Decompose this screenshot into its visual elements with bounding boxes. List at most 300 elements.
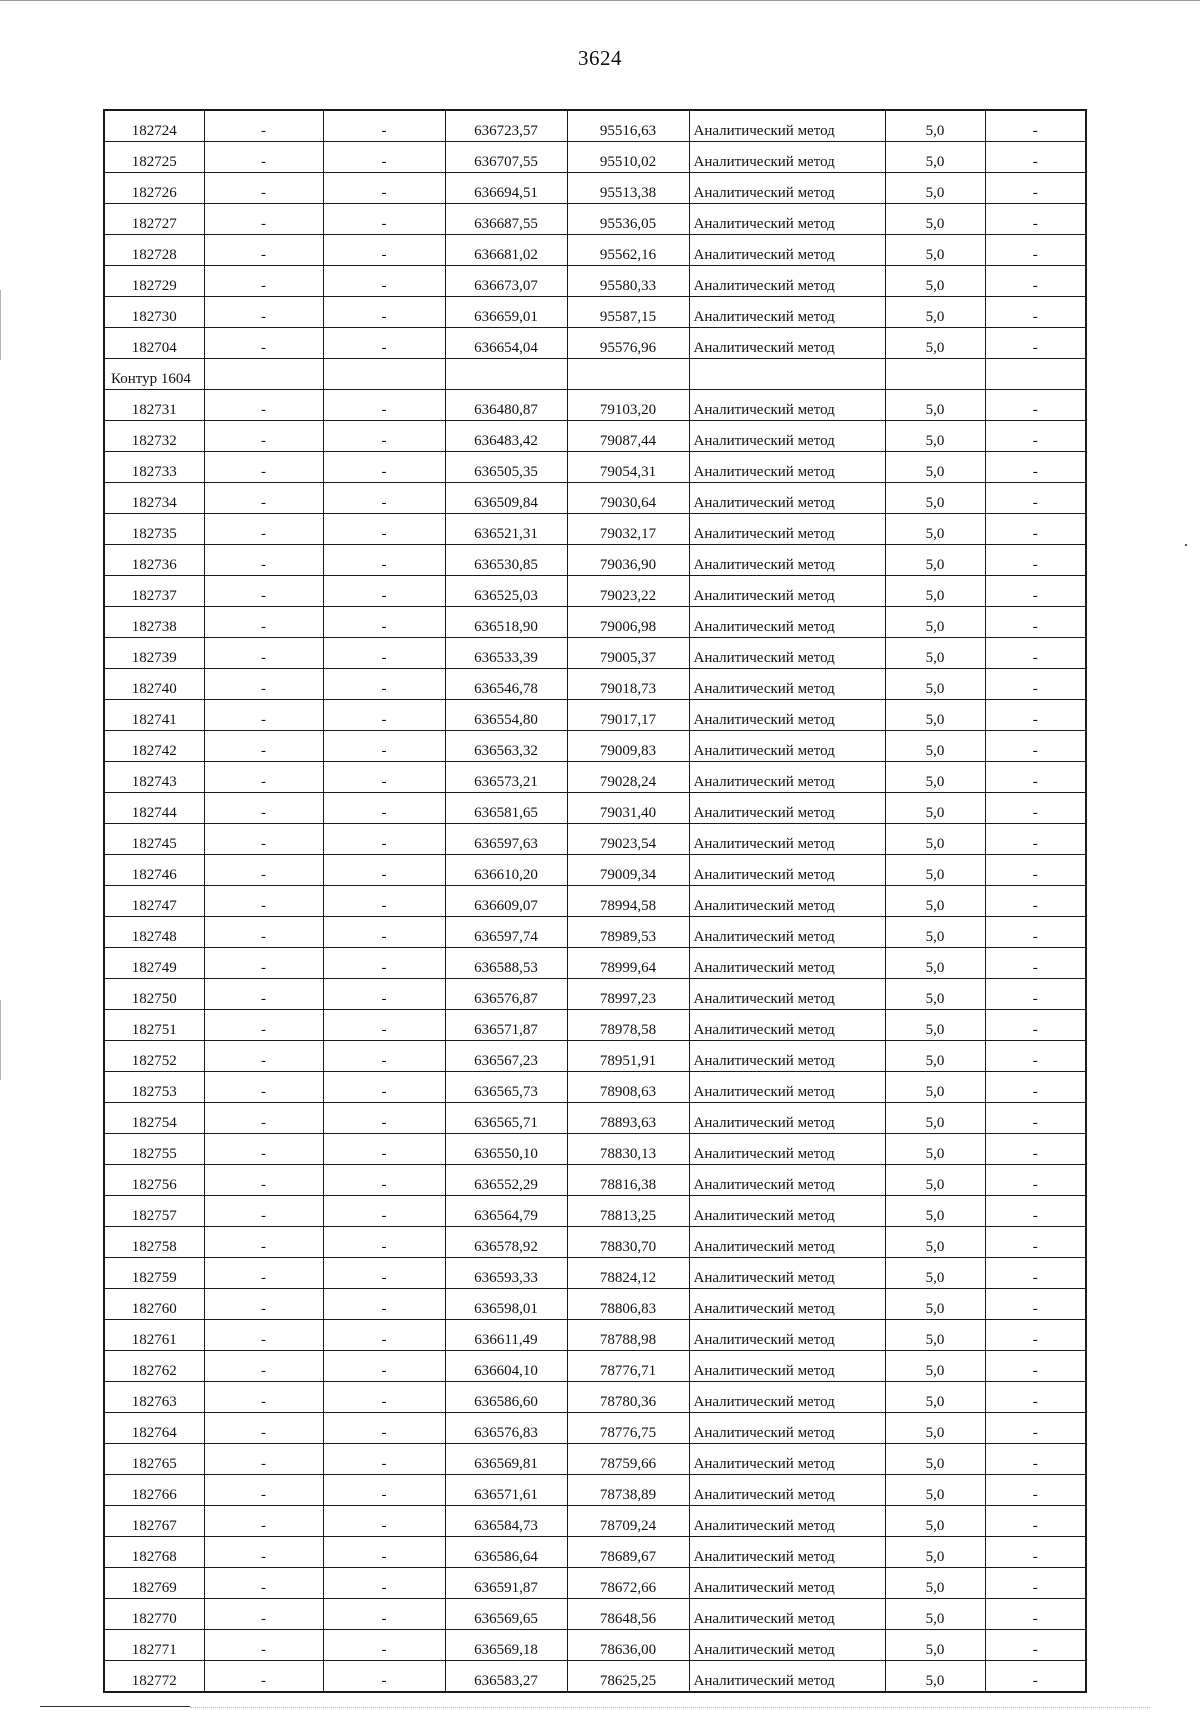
cell-dash: - — [323, 824, 445, 855]
cell-dash: - — [323, 110, 445, 142]
cell-dash: - — [323, 793, 445, 824]
method-cell: Аналитический метод — [689, 1134, 885, 1165]
precision-cell: 5,0 — [885, 1010, 985, 1041]
cell-dash: - — [204, 1661, 323, 1693]
precision-cell: 5,0 — [885, 1444, 985, 1475]
coordinate-x: 636569,81 — [445, 1444, 567, 1475]
table-row — [104, 886, 1086, 917]
cell-dash: - — [323, 979, 445, 1010]
coordinate-x: 636591,87 — [445, 1568, 567, 1599]
cell-dash: - — [323, 1258, 445, 1289]
coordinate-y: 79028,24 — [567, 762, 689, 793]
cell-dash: - — [323, 545, 445, 576]
cell-dash: - — [985, 886, 1086, 917]
precision-cell: 5,0 — [885, 1599, 985, 1630]
coordinate-x: 636604,10 — [445, 1351, 567, 1382]
cell-dash: - — [323, 452, 445, 483]
cell-dash: - — [323, 1010, 445, 1041]
table-row — [104, 793, 1086, 824]
method-cell: Аналитический метод — [689, 1351, 885, 1382]
cell-dash: - — [204, 1041, 323, 1072]
method-cell: Аналитический метод — [689, 297, 885, 328]
coordinate-y: 95516,63 — [567, 110, 689, 142]
point-number: 182770 — [104, 1599, 204, 1630]
cell-dash: - — [204, 824, 323, 855]
table-row — [104, 1599, 1086, 1630]
cell-dash: - — [204, 1475, 323, 1506]
coordinate-x: 636707,55 — [445, 142, 567, 173]
coordinate-y: 78997,23 — [567, 979, 689, 1010]
cell-dash: - — [323, 1413, 445, 1444]
method-cell: Аналитический метод — [689, 762, 885, 793]
precision-cell — [885, 359, 985, 390]
table-row — [104, 917, 1086, 948]
point-number: 182759 — [104, 1258, 204, 1289]
coordinate-y: 78978,58 — [567, 1010, 689, 1041]
table-row — [104, 514, 1086, 545]
point-number: 182725 — [104, 142, 204, 173]
cell-dash: - — [204, 1258, 323, 1289]
coordinate-x: 636673,07 — [445, 266, 567, 297]
method-cell: Аналитический метод — [689, 1289, 885, 1320]
cell-dash: - — [204, 1289, 323, 1320]
cell-dash: - — [323, 1630, 445, 1661]
coordinate-x: 636586,60 — [445, 1382, 567, 1413]
cell-dash: - — [985, 1413, 1086, 1444]
contour-header-row — [104, 359, 1086, 390]
precision-cell: 5,0 — [885, 1258, 985, 1289]
cell-dash: - — [204, 700, 323, 731]
coordinate-y: 78689,67 — [567, 1537, 689, 1568]
cell-dash: - — [985, 1537, 1086, 1568]
coordinate-y: 78989,53 — [567, 917, 689, 948]
coordinate-y: 95576,96 — [567, 328, 689, 359]
precision-cell: 5,0 — [885, 1196, 985, 1227]
table-row — [104, 1413, 1086, 1444]
table-row — [104, 638, 1086, 669]
coordinate-x: 636654,04 — [445, 328, 567, 359]
coordinate-x: 636576,83 — [445, 1413, 567, 1444]
coordinate-y: 78824,12 — [567, 1258, 689, 1289]
cell-dash: - — [204, 110, 323, 142]
table-row — [104, 266, 1086, 297]
cell-dash: - — [985, 1041, 1086, 1072]
method-cell: Аналитический метод — [689, 235, 885, 266]
point-number: 182743 — [104, 762, 204, 793]
method-cell: Аналитический метод — [689, 1506, 885, 1537]
point-number: 182763 — [104, 1382, 204, 1413]
cell-dash: - — [204, 545, 323, 576]
cell-dash: - — [323, 1072, 445, 1103]
cell-dash: - — [204, 421, 323, 452]
point-number: 182728 — [104, 235, 204, 266]
coordinate-y: 79017,17 — [567, 700, 689, 731]
method-cell: Аналитический метод — [689, 173, 885, 204]
coordinate-x: 636598,01 — [445, 1289, 567, 1320]
coordinate-y: 79018,73 — [567, 669, 689, 700]
coordinate-y: 95587,15 — [567, 297, 689, 328]
coordinate-x: 636564,79 — [445, 1196, 567, 1227]
coordinate-x: 636581,65 — [445, 793, 567, 824]
coordinate-x: 636584,73 — [445, 1506, 567, 1537]
coordinate-y: 78780,36 — [567, 1382, 689, 1413]
cell-dash: - — [323, 1196, 445, 1227]
coordinate-x: 636525,03 — [445, 576, 567, 607]
method-cell: Аналитический метод — [689, 576, 885, 607]
coordinate-y: 79023,54 — [567, 824, 689, 855]
cell-dash: - — [985, 110, 1086, 142]
precision-cell: 5,0 — [885, 1289, 985, 1320]
precision-cell: 5,0 — [885, 1320, 985, 1351]
cell-dash: - — [323, 1103, 445, 1134]
table-row — [104, 297, 1086, 328]
coordinate-y: 78636,00 — [567, 1630, 689, 1661]
coordinate-y: 79005,37 — [567, 638, 689, 669]
point-number: 182736 — [104, 545, 204, 576]
coordinate-y: 79023,22 — [567, 576, 689, 607]
table-row — [104, 452, 1086, 483]
cell-dash: - — [323, 855, 445, 886]
table-row — [104, 235, 1086, 266]
coordinate-x: 636573,21 — [445, 762, 567, 793]
cell-dash: - — [323, 576, 445, 607]
cell-dash: - — [323, 917, 445, 948]
method-cell: Аналитический метод — [689, 1382, 885, 1413]
point-number: 182756 — [104, 1165, 204, 1196]
point-number: 182739 — [104, 638, 204, 669]
cell-dash: - — [204, 235, 323, 266]
coordinate-x: 636571,61 — [445, 1475, 567, 1506]
point-number: 182730 — [104, 297, 204, 328]
point-number: 182761 — [104, 1320, 204, 1351]
coordinates-table — [103, 109, 1087, 1693]
method-cell: Аналитический метод — [689, 266, 885, 297]
cell-dash: - — [985, 607, 1086, 638]
method-cell: Аналитический метод — [689, 514, 885, 545]
scan-edge-mark — [0, 1000, 1, 1080]
cell-dash: - — [985, 1196, 1086, 1227]
precision-cell: 5,0 — [885, 1506, 985, 1537]
coordinate-x: 636554,80 — [445, 700, 567, 731]
table-row — [104, 1661, 1086, 1693]
cell-dash: - — [204, 1351, 323, 1382]
method-cell: Аналитический метод — [689, 700, 885, 731]
coordinate-y: 78759,66 — [567, 1444, 689, 1475]
coordinate-x: 636533,39 — [445, 638, 567, 669]
cell-dash: - — [985, 421, 1086, 452]
cell-dash: - — [204, 1320, 323, 1351]
cell-dash: - — [985, 390, 1086, 421]
cell-dash: - — [985, 328, 1086, 359]
cell-dash: - — [323, 1134, 445, 1165]
coordinate-x: 636681,02 — [445, 235, 567, 266]
cell-dash: - — [985, 1475, 1086, 1506]
coordinate-y: 78788,98 — [567, 1320, 689, 1351]
cell-dash: - — [985, 669, 1086, 700]
method-cell: Аналитический метод — [689, 1475, 885, 1506]
method-cell: Аналитический метод — [689, 390, 885, 421]
coordinate-y: 78908,63 — [567, 1072, 689, 1103]
cell-dash: - — [985, 545, 1086, 576]
precision-cell: 5,0 — [885, 1103, 985, 1134]
coordinate-x: 636569,18 — [445, 1630, 567, 1661]
cell-dash: - — [985, 1289, 1086, 1320]
table-row — [104, 1444, 1086, 1475]
point-number: 182746 — [104, 855, 204, 886]
cell-dash: - — [204, 1506, 323, 1537]
coordinate-x: 636597,63 — [445, 824, 567, 855]
point-number: 182735 — [104, 514, 204, 545]
method-cell: Аналитический метод — [689, 1165, 885, 1196]
coordinate-y: 79030,64 — [567, 483, 689, 514]
method-cell: Аналитический метод — [689, 793, 885, 824]
coordinate-y: 78776,75 — [567, 1413, 689, 1444]
coordinate-x: 636550,10 — [445, 1134, 567, 1165]
point-number: 182747 — [104, 886, 204, 917]
table-row — [104, 607, 1086, 638]
precision-cell: 5,0 — [885, 576, 985, 607]
method-cell: Аналитический метод — [689, 1568, 885, 1599]
table-row — [104, 173, 1086, 204]
method-cell: Аналитический метод — [689, 1413, 885, 1444]
point-number: 182764 — [104, 1413, 204, 1444]
point-number: 182724 — [104, 110, 204, 142]
coordinate-y: 79009,34 — [567, 855, 689, 886]
cell-dash: - — [985, 297, 1086, 328]
point-number: 182771 — [104, 1630, 204, 1661]
point-number: 182765 — [104, 1444, 204, 1475]
cell-dash: - — [204, 1010, 323, 1041]
method-cell: Аналитический метод — [689, 1227, 885, 1258]
cell-dash: - — [204, 1196, 323, 1227]
page-number: 3624 — [578, 46, 622, 70]
point-number: 182744 — [104, 793, 204, 824]
cell-dash: - — [985, 1599, 1086, 1630]
point-number: 182750 — [104, 979, 204, 1010]
table-row — [104, 1506, 1086, 1537]
cell-dash: - — [323, 1041, 445, 1072]
point-number: 182762 — [104, 1351, 204, 1382]
cell-dash: - — [204, 576, 323, 607]
point-number: 182745 — [104, 824, 204, 855]
coordinate-x: 636576,87 — [445, 979, 567, 1010]
cell-dash: - — [204, 1382, 323, 1413]
coordinate-y: 78709,24 — [567, 1506, 689, 1537]
precision-cell: 5,0 — [885, 886, 985, 917]
cell-dash: - — [323, 266, 445, 297]
table-body — [104, 110, 1086, 1692]
method-cell: Аналитический метод — [689, 638, 885, 669]
precision-cell: 5,0 — [885, 1227, 985, 1258]
precision-cell: 5,0 — [885, 700, 985, 731]
cell-dash: - — [985, 1351, 1086, 1382]
point-number: 182742 — [104, 731, 204, 762]
table-row — [104, 1630, 1086, 1661]
precision-cell: 5,0 — [885, 1382, 985, 1413]
method-cell: Аналитический метод — [689, 483, 885, 514]
point-number: 182734 — [104, 483, 204, 514]
table-row — [104, 1351, 1086, 1382]
cell-dash: - — [323, 1165, 445, 1196]
coordinate-y: 95580,33 — [567, 266, 689, 297]
cell-dash: - — [204, 204, 323, 235]
precision-cell: 5,0 — [885, 793, 985, 824]
cell-dash: - — [985, 576, 1086, 607]
coordinate-y: 95513,38 — [567, 173, 689, 204]
coordinate-x: 636578,92 — [445, 1227, 567, 1258]
table-row — [104, 1537, 1086, 1568]
method-cell: Аналитический метод — [689, 204, 885, 235]
cell-dash: - — [204, 855, 323, 886]
coordinate-x: 636610,20 — [445, 855, 567, 886]
cell-dash: - — [323, 421, 445, 452]
cell-dash: - — [204, 266, 323, 297]
coordinate-x: 636723,57 — [445, 110, 567, 142]
precision-cell: 5,0 — [885, 607, 985, 638]
coordinate-y: 78738,89 — [567, 1475, 689, 1506]
coordinate-y: 78999,64 — [567, 948, 689, 979]
cell-dash — [204, 359, 323, 390]
method-cell: Аналитический метод — [689, 110, 885, 142]
coordinate-y: 95510,02 — [567, 142, 689, 173]
cell-dash: - — [204, 731, 323, 762]
cell-dash: - — [323, 297, 445, 328]
table-row — [104, 483, 1086, 514]
coordinate-y: 78994,58 — [567, 886, 689, 917]
cell-dash: - — [323, 173, 445, 204]
cell-dash: - — [323, 1289, 445, 1320]
coordinate-x: 636586,64 — [445, 1537, 567, 1568]
method-cell: Аналитический метод — [689, 1041, 885, 1072]
cell-dash: - — [985, 1227, 1086, 1258]
cell-dash: - — [323, 1537, 445, 1568]
cell-dash: - — [323, 328, 445, 359]
coordinate-y: 78830,70 — [567, 1227, 689, 1258]
cell-dash: - — [985, 762, 1086, 793]
cell-dash: - — [204, 607, 323, 638]
cell-dash: - — [323, 1382, 445, 1413]
table-row — [104, 700, 1086, 731]
cell-dash: - — [204, 638, 323, 669]
point-number: 182737 — [104, 576, 204, 607]
coordinate-y: 79031,40 — [567, 793, 689, 824]
table-row — [104, 1041, 1086, 1072]
contour-label: Контур 1604 — [104, 359, 204, 390]
method-cell: Аналитический метод — [689, 731, 885, 762]
method-cell: Аналитический метод — [689, 824, 885, 855]
cell-dash: - — [204, 793, 323, 824]
precision-cell: 5,0 — [885, 142, 985, 173]
coordinate-x: 636563,32 — [445, 731, 567, 762]
cell-dash: - — [204, 1134, 323, 1165]
table-row — [104, 390, 1086, 421]
precision-cell: 5,0 — [885, 173, 985, 204]
coordinate-y: 78806,83 — [567, 1289, 689, 1320]
coordinate-y: 78776,71 — [567, 1351, 689, 1382]
cell-dash: - — [204, 514, 323, 545]
cell-dash: - — [985, 855, 1086, 886]
point-number: 182727 — [104, 204, 204, 235]
precision-cell: 5,0 — [885, 1537, 985, 1568]
cell-dash: - — [204, 886, 323, 917]
cell-dash: - — [985, 638, 1086, 669]
precision-cell: 5,0 — [885, 669, 985, 700]
cell-dash: - — [985, 1010, 1086, 1041]
table-row — [104, 1165, 1086, 1196]
method-cell: Аналитический метод — [689, 979, 885, 1010]
cell-dash: - — [323, 948, 445, 979]
precision-cell: 5,0 — [885, 824, 985, 855]
method-cell: Аналитический метод — [689, 1196, 885, 1227]
precision-cell: 5,0 — [885, 1351, 985, 1382]
table-row — [104, 979, 1086, 1010]
table-row — [104, 1382, 1086, 1413]
method-cell: Аналитический метод — [689, 328, 885, 359]
method-cell: Аналитический метод — [689, 1599, 885, 1630]
point-number: 182754 — [104, 1103, 204, 1134]
cell-dash: - — [323, 483, 445, 514]
point-number: 182769 — [104, 1568, 204, 1599]
cell-dash: - — [323, 514, 445, 545]
cell-dash: - — [204, 297, 323, 328]
point-number: 182758 — [104, 1227, 204, 1258]
cell-dash: - — [985, 1661, 1086, 1693]
cell-dash — [985, 359, 1086, 390]
footer-rule — [40, 1706, 190, 1707]
cell-dash: - — [204, 979, 323, 1010]
point-number: 182738 — [104, 607, 204, 638]
coordinate-x: 636569,65 — [445, 1599, 567, 1630]
method-cell: Аналитический метод — [689, 142, 885, 173]
cell-dash: - — [204, 1165, 323, 1196]
precision-cell: 5,0 — [885, 1072, 985, 1103]
cell-dash: - — [323, 1320, 445, 1351]
point-number: 182726 — [104, 173, 204, 204]
cell-dash: - — [323, 142, 445, 173]
precision-cell: 5,0 — [885, 1134, 985, 1165]
cell-dash: - — [985, 1320, 1086, 1351]
cell-dash: - — [985, 917, 1086, 948]
table-row — [104, 545, 1086, 576]
precision-cell: 5,0 — [885, 638, 985, 669]
method-cell: Аналитический метод — [689, 886, 885, 917]
method-cell: Аналитический метод — [689, 1661, 885, 1693]
table-row — [104, 855, 1086, 886]
coordinate-y: 79036,90 — [567, 545, 689, 576]
point-number: 182733 — [104, 452, 204, 483]
table-row — [104, 731, 1086, 762]
table-row — [104, 328, 1086, 359]
precision-cell: 5,0 — [885, 1165, 985, 1196]
precision-cell: 5,0 — [885, 1568, 985, 1599]
method-cell: Аналитический метод — [689, 1320, 885, 1351]
point-number: 182731 — [104, 390, 204, 421]
method-cell: Аналитический метод — [689, 669, 885, 700]
point-number: 182755 — [104, 1134, 204, 1165]
coordinate-x: 636483,42 — [445, 421, 567, 452]
cell-dash: - — [204, 948, 323, 979]
cell-dash: - — [323, 204, 445, 235]
cell-dash: - — [204, 142, 323, 173]
method-cell: Аналитический метод — [689, 1630, 885, 1661]
cell-dash: - — [323, 638, 445, 669]
point-number: 182768 — [104, 1537, 204, 1568]
table-row — [104, 669, 1086, 700]
cell-dash: - — [985, 204, 1086, 235]
table-row — [104, 1258, 1086, 1289]
precision-cell: 5,0 — [885, 762, 985, 793]
coordinate-y — [567, 359, 689, 390]
